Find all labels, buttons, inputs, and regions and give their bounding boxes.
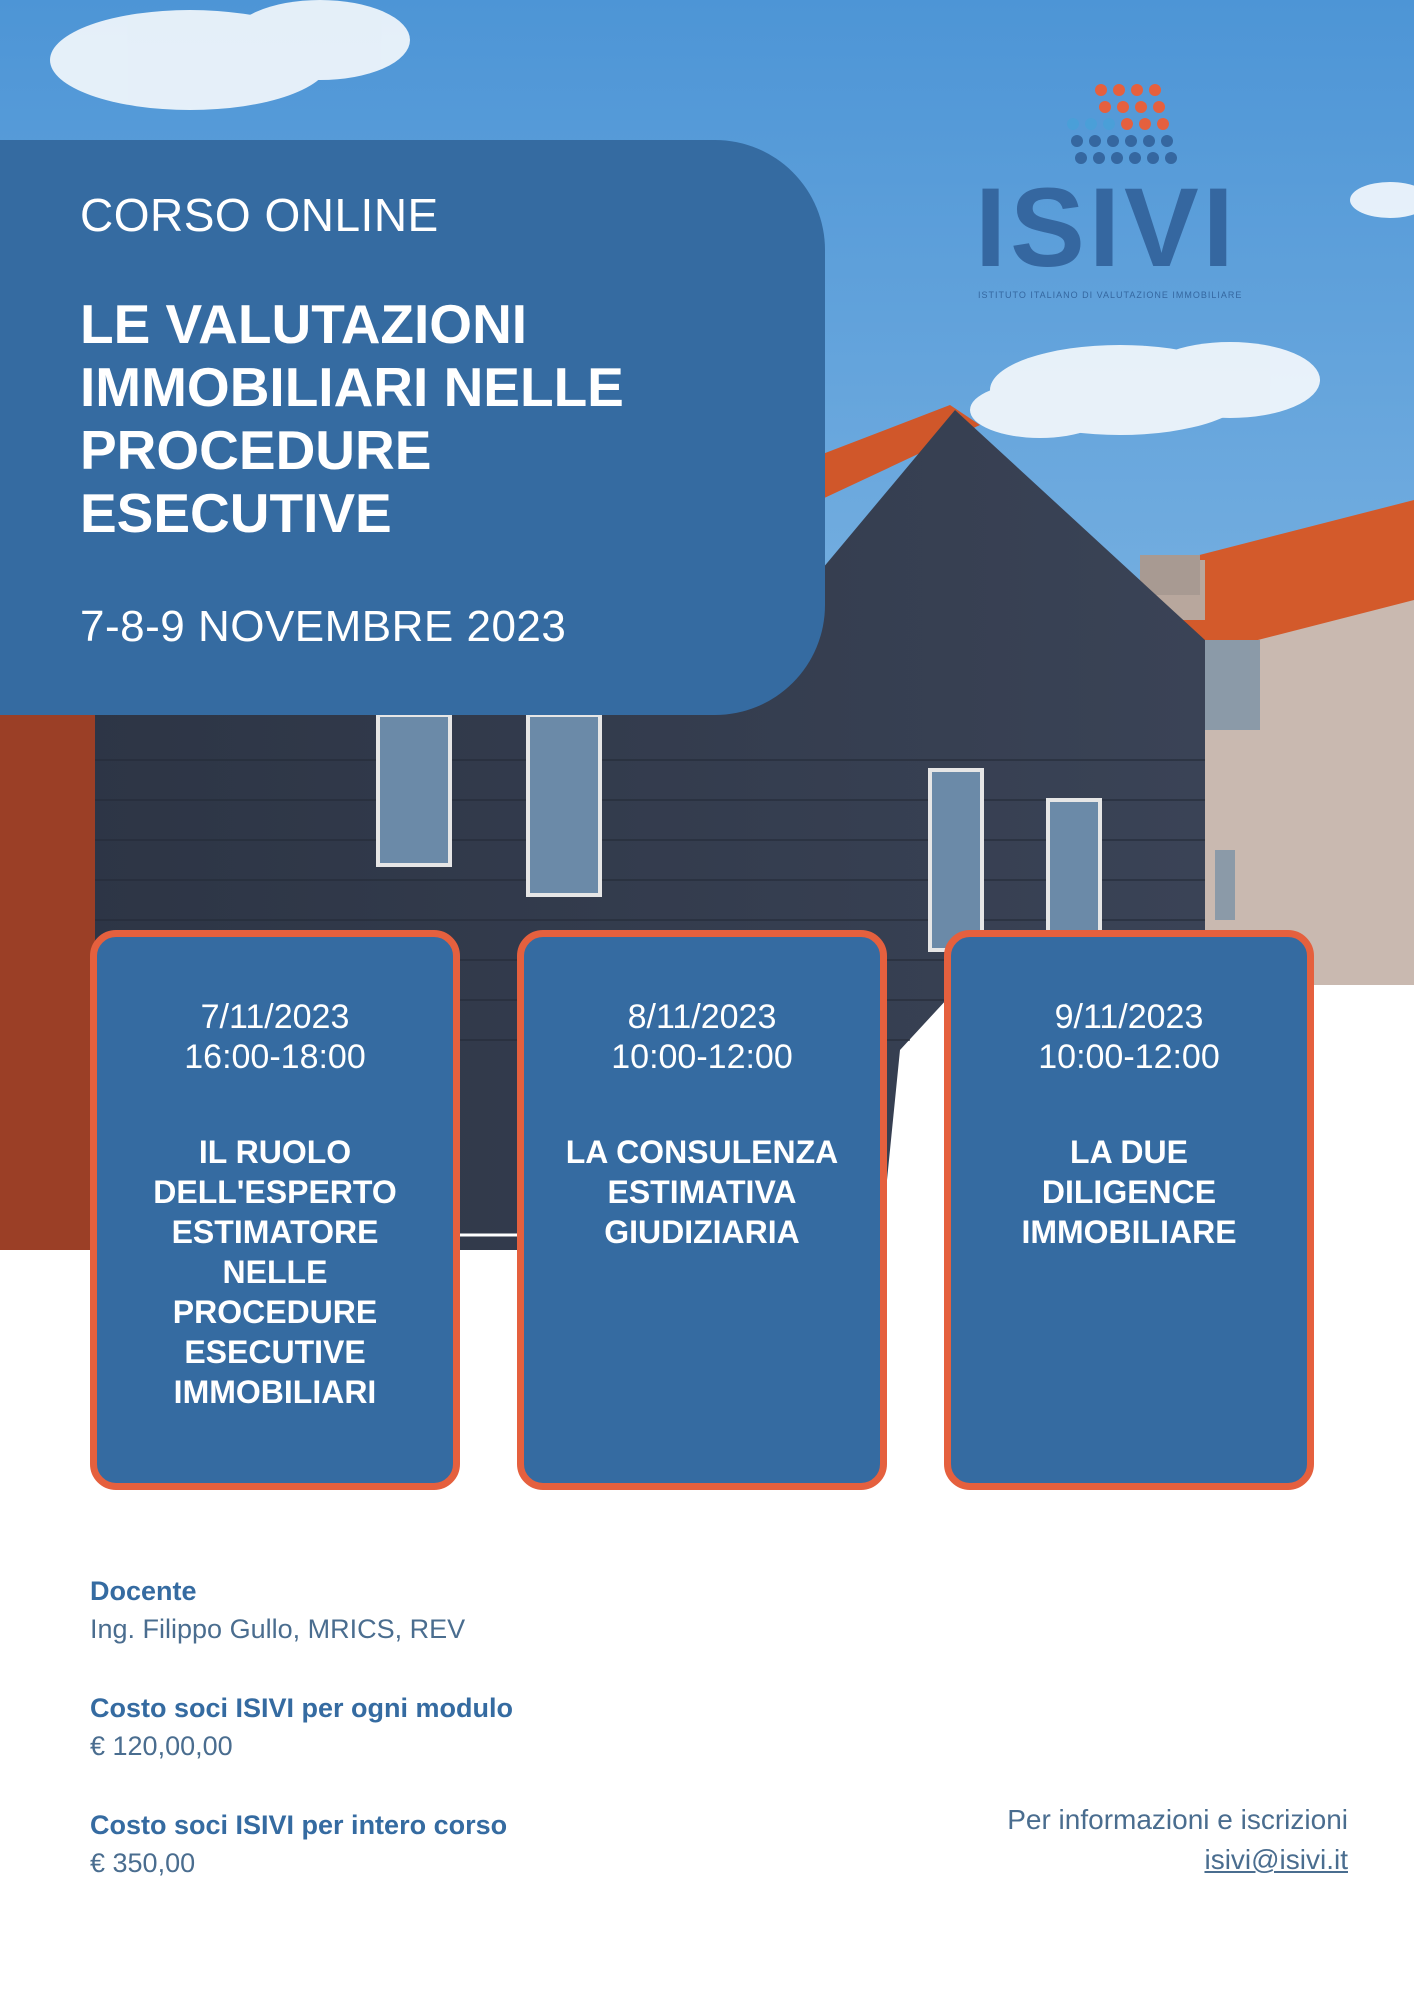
logo-dot (1147, 152, 1159, 164)
logo-dot (1095, 84, 1107, 96)
module-title-line: LA CONSULENZA (565, 1134, 839, 1170)
contact-block (1007, 1800, 1348, 1880)
course-cost-block (90, 1806, 507, 1882)
logo-dot (1075, 152, 1087, 164)
course-title-line: LE VALUTAZIONI (80, 293, 528, 355)
logo-dot (1129, 152, 1141, 164)
course-dates: 7-8-9 NOVEMBRE 2023 (80, 602, 567, 651)
logo-dot (1153, 101, 1165, 113)
module-title-line: ESTIMATORE (171, 1214, 379, 1250)
module-card (90, 930, 460, 1490)
logo-dot (1135, 101, 1147, 113)
logo-dot (1107, 135, 1119, 147)
module-cost-label: Costo soci ISIVI per ogni modulo (90, 1693, 514, 1723)
course-title-line: PROCEDURE (80, 419, 432, 481)
module-title-line: GIUDIZIARIA (604, 1214, 800, 1250)
logo-dot (1085, 118, 1097, 130)
logo-dot (1121, 118, 1133, 130)
logo-dot (1103, 118, 1115, 130)
module-date: 8/11/2023 (627, 998, 777, 1036)
module-time: 16:00-18:00 (184, 1038, 366, 1076)
module-title-line: ESECUTIVE (184, 1334, 366, 1370)
module-time: 10:00-12:00 (611, 1038, 793, 1076)
logo-dot (1157, 118, 1169, 130)
course-type: CORSO ONLINE (80, 189, 439, 241)
module-title-line: DELL'ESPERTO (153, 1174, 397, 1210)
module-cost-block (90, 1689, 513, 1765)
module-date: 9/11/2023 (1054, 998, 1204, 1036)
course-title-line: ESECUTIVE (80, 482, 392, 544)
logo-dot (1149, 84, 1161, 96)
contact-email-link[interactable]: isivi@isivi.it (1204, 1844, 1348, 1875)
logo-dot (1117, 101, 1129, 113)
logo-wordmark: ISIVI (975, 165, 1238, 290)
course-title (80, 293, 780, 545)
logo-dot (1161, 135, 1173, 147)
module-title (564, 1132, 840, 1252)
logo-dot (1071, 135, 1083, 147)
module-time: 10:00-12:00 (1038, 1038, 1220, 1076)
module-cost-value: € 120,00,00 (90, 1731, 233, 1761)
logo-dot (1143, 135, 1155, 147)
logo-dot (1111, 152, 1123, 164)
logo-dot (1089, 135, 1101, 147)
teacher-block (90, 1572, 465, 1648)
logo-dot (1113, 84, 1125, 96)
course-cost-label: Costo soci ISIVI per intero corso (90, 1810, 508, 1840)
logo-dot (1139, 118, 1151, 130)
module-title (137, 1132, 413, 1412)
logo-dot (1131, 84, 1143, 96)
contact-label: Per informazioni e iscrizioni (1007, 1804, 1348, 1835)
module-title-line: NELLE (222, 1254, 328, 1290)
module-date: 7/11/2023 (200, 998, 350, 1036)
logo-dot (1067, 118, 1079, 130)
teacher-label: Docente (90, 1576, 197, 1606)
teacher-value: Ing. Filippo Gullo, MRICS, REV (90, 1614, 466, 1644)
module-title-line: PROCEDURE (172, 1294, 378, 1330)
module-card (944, 930, 1314, 1490)
module-title-line: LA DUE (1070, 1134, 1188, 1170)
course-title-line: IMMOBILIARI NELLE (80, 356, 624, 418)
module-title-line: IL RUOLO (198, 1134, 352, 1170)
course-cost-value: € 350,00 (90, 1848, 196, 1878)
module-title-line: ESTIMATIVA (607, 1174, 797, 1210)
module-title-line: DILIGENCE (1041, 1174, 1217, 1210)
logo-dot (1165, 152, 1177, 164)
module-title-line: IMMOBILIARI (173, 1374, 377, 1410)
module-title-line: IMMOBILIARE (1021, 1214, 1237, 1250)
module-title (991, 1132, 1267, 1252)
logo-dot (1093, 152, 1105, 164)
logo-dot (1099, 101, 1111, 113)
logo-dot (1125, 135, 1137, 147)
logo-tagline: ISTITUTO ITALIANO DI VALUTAZIONE IMMOBILIARE (978, 290, 1243, 300)
module-card (517, 930, 887, 1490)
